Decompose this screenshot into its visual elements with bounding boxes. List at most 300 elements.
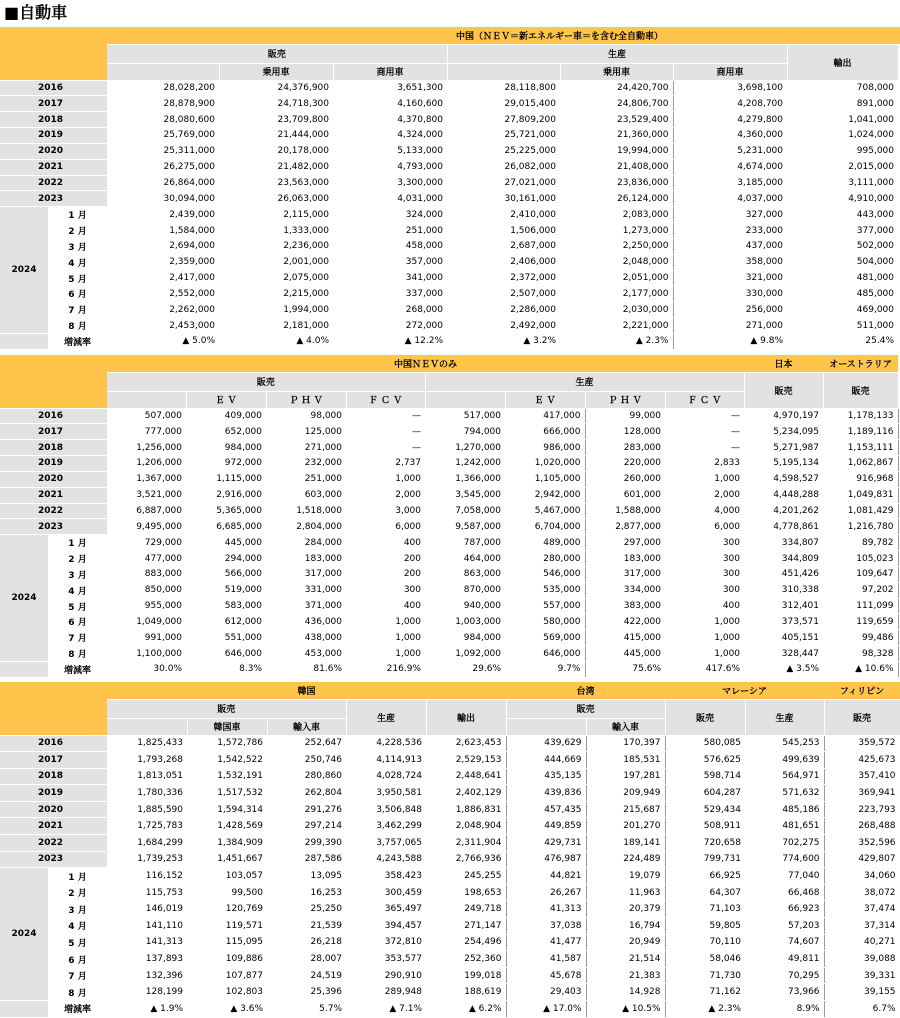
column-header: 台湾 — [506, 682, 665, 699]
table-cell: 98,328 — [823, 646, 898, 662]
table-cell: 312,401 — [744, 598, 823, 614]
table-row — [0, 519, 898, 535]
table-cell: 601,000 — [585, 487, 665, 503]
table-cell: 216.9% — [346, 662, 425, 678]
data-table-1 — [0, 27, 900, 350]
table-cell: 372,810 — [346, 934, 426, 951]
table-cell: 4,208,700 — [673, 96, 787, 112]
table-cell: 2,804,000 — [266, 519, 346, 535]
table-cell: 334,807 — [744, 535, 823, 551]
column-header: 乗用車 — [560, 63, 673, 80]
table-cell: 2,000 — [665, 487, 744, 503]
table-cell: 991,000 — [107, 630, 186, 646]
year-label: 2022 — [0, 835, 107, 852]
table-cell: 200 — [346, 566, 425, 582]
table-cell: 652,000 — [186, 424, 266, 440]
table-cell: 1,216,780 — [823, 519, 898, 535]
table-cell: 3,757,065 — [346, 835, 426, 852]
month-label: 4 月 — [48, 918, 107, 935]
month-label: 5 月 — [48, 934, 107, 951]
table-cell: 98,000 — [266, 408, 346, 424]
year-label: 2016 — [0, 735, 107, 752]
table-cell: 29.6% — [425, 662, 505, 678]
table-cell: 99,500 — [187, 884, 267, 901]
table-cell: 19,994,000 — [560, 143, 673, 159]
year-label: 2019 — [0, 128, 107, 144]
table-cell: 4,360,000 — [673, 128, 787, 144]
column-header: 商用車 — [333, 63, 447, 80]
table-cell: 9,495,000 — [107, 519, 186, 535]
table-row — [0, 270, 900, 286]
table-cell: 439,836 — [506, 785, 586, 802]
table-cell: 729,000 — [107, 535, 186, 551]
table-cell: 6,685,000 — [186, 519, 266, 535]
table-cell: 81.6% — [266, 662, 346, 678]
table-cell: 289,948 — [346, 984, 426, 1001]
table-cell: 7,058,000 — [425, 503, 505, 519]
table-cell: 29,015,400 — [447, 96, 560, 112]
table-cell: 2,687,000 — [447, 238, 560, 254]
table-cell: 324,000 — [333, 207, 447, 223]
table-cell: 3,545,000 — [425, 487, 505, 503]
table-cell: 1,813,051 — [107, 768, 187, 785]
column-header: 販売 — [823, 372, 898, 408]
table-cell: 330,000 — [673, 286, 787, 302]
table-cell: 995,000 — [787, 143, 898, 159]
table-cell: 21,408,000 — [560, 159, 673, 175]
table-cell: — — [665, 440, 744, 456]
table-cell: 44,821 — [506, 868, 586, 885]
table-cell: 499,639 — [745, 752, 824, 769]
table-cell: 469,000 — [787, 302, 898, 318]
table-cell: 260,000 — [585, 471, 665, 487]
table-cell: 485,186 — [745, 801, 824, 818]
table-cell: 870,000 — [425, 582, 505, 598]
table-cell: 331,000 — [266, 582, 346, 598]
year-label: 2017 — [0, 424, 107, 440]
table-cell: 477,000 — [107, 551, 186, 567]
table-row — [0, 487, 898, 503]
table-cell: 25,721,000 — [447, 128, 560, 144]
table-cell: 26,063,000 — [219, 191, 333, 207]
table-cell: 2,177,000 — [560, 286, 673, 302]
table-cell: 294,000 — [186, 551, 266, 567]
table-row — [0, 735, 900, 752]
table-cell: 580,085 — [665, 735, 745, 752]
column-header: 生産 — [447, 44, 787, 63]
table-cell: 415,000 — [585, 630, 665, 646]
table-cell: 23,836,000 — [560, 175, 673, 191]
month-label: 8 月 — [48, 984, 107, 1001]
table-row — [0, 967, 900, 984]
data-table-3 — [0, 682, 900, 1018]
table-cell: ▲ 2.3% — [560, 334, 673, 350]
table-cell: 201,270 — [586, 818, 665, 835]
column-header: 販売 — [107, 44, 447, 63]
year-label: 2021 — [0, 818, 107, 835]
table-cell: ▲ 3.2% — [447, 334, 560, 350]
table-cell: 489,000 — [505, 535, 585, 551]
table-cell: 358,000 — [673, 254, 787, 270]
table-cell: 291,276 — [267, 801, 346, 818]
table-cell: 1,684,299 — [107, 835, 187, 852]
table-cell: ▲ 17.0% — [506, 1001, 586, 1018]
table-cell: 250,746 — [267, 752, 346, 769]
table-cell: 3,521,000 — [107, 487, 186, 503]
table-cell: 271,000 — [673, 318, 787, 334]
table-cell: 105,023 — [823, 551, 898, 567]
table-cell: 4,598,527 — [744, 471, 823, 487]
table-row — [0, 159, 900, 175]
table-cell: 223,793 — [824, 801, 900, 818]
table-cell: 24,718,300 — [219, 96, 333, 112]
table-cell: — — [665, 408, 744, 424]
table-cell: 28,118,800 — [447, 80, 560, 96]
table-cell: 400 — [346, 535, 425, 551]
table-cell: 4,037,000 — [673, 191, 787, 207]
table-cell: 569,000 — [505, 630, 585, 646]
table-cell: 1,594,314 — [187, 801, 267, 818]
table-cell: 1,739,253 — [107, 851, 187, 868]
table-cell: 2,417,000 — [107, 270, 219, 286]
table-cell: 502,000 — [787, 238, 898, 254]
table-cell: 666,000 — [505, 424, 585, 440]
table-cell: 400 — [665, 598, 744, 614]
table-cell: 37,038 — [506, 918, 586, 935]
table-cell: 1,081,429 — [823, 503, 898, 519]
column-header: 韓国 — [107, 682, 506, 699]
table-row — [0, 851, 900, 868]
table-cell: 4,028,724 — [346, 768, 426, 785]
table-row — [0, 128, 900, 144]
month-label: 8 月 — [48, 646, 107, 662]
table-cell: 128,199 — [107, 984, 187, 1001]
table-cell: 25,250 — [267, 901, 346, 918]
table-row — [0, 254, 900, 270]
table-cell: — — [346, 440, 425, 456]
table-cell: 2,448,641 — [426, 768, 506, 785]
table-cell: 14,928 — [586, 984, 665, 1001]
table-cell: 429,731 — [506, 835, 586, 852]
column-header: Ｆ Ｃ Ｖ — [665, 391, 744, 408]
table-row — [0, 818, 900, 835]
table-cell: 220,000 — [585, 456, 665, 472]
table-cell: 256,000 — [673, 302, 787, 318]
table-cell: 39,088 — [824, 951, 900, 968]
table-cell: 517,000 — [425, 408, 505, 424]
table-cell: 481,651 — [745, 818, 824, 835]
table-cell: 26,218 — [267, 934, 346, 951]
table-cell: 2,359,000 — [107, 254, 219, 270]
table-cell: 337,000 — [333, 286, 447, 302]
table-cell: 215,687 — [586, 801, 665, 818]
month-label: 7 月 — [48, 302, 107, 318]
table-cell: 435,135 — [506, 768, 586, 785]
table-cell: 300 — [665, 566, 744, 582]
table-cell: 6,000 — [665, 519, 744, 535]
table-cell: 3,698,100 — [673, 80, 787, 96]
column-header: 生産 — [745, 699, 824, 735]
table-cell: 66,923 — [745, 901, 824, 918]
table-cell: 425,673 — [824, 752, 900, 769]
table-row — [0, 456, 898, 472]
table-cell: 708,000 — [787, 80, 898, 96]
table-cell: 24,420,700 — [560, 80, 673, 96]
table-cell: 777,000 — [107, 424, 186, 440]
table-row — [0, 286, 900, 302]
table-cell: 11,963 — [586, 884, 665, 901]
row-label-spacer — [0, 662, 48, 678]
table-cell: 20,379 — [586, 901, 665, 918]
table-cell: 30,094,000 — [107, 191, 219, 207]
table-cell: 45,678 — [506, 967, 586, 984]
table-cell: 30,161,000 — [447, 191, 560, 207]
table-cell: 5,271,987 — [744, 440, 823, 456]
table-cell: 280,000 — [505, 551, 585, 567]
table-cell: 25,769,000 — [107, 128, 219, 144]
table-cell: 28,080,600 — [107, 112, 219, 128]
table-cell: 511,000 — [787, 318, 898, 334]
table-cell: 29,403 — [506, 984, 586, 1001]
page-title: ■自動車 — [4, 3, 68, 22]
table-cell: 27,809,200 — [447, 112, 560, 128]
table-cell: 59,805 — [665, 918, 745, 935]
table-cell: 2,410,000 — [447, 207, 560, 223]
table-cell: 41,587 — [506, 951, 586, 968]
year-label: 2023 — [0, 191, 107, 207]
column-header: 韓国車 — [187, 718, 267, 735]
table-cell: 71,162 — [665, 984, 745, 1001]
table-row — [0, 112, 900, 128]
month-label: 4 月 — [48, 582, 107, 598]
row-label-spacer — [0, 334, 48, 350]
table-cell: 566,000 — [186, 566, 266, 582]
table-row — [0, 951, 900, 968]
table-cell: 6,887,000 — [107, 503, 186, 519]
table-cell: 535,000 — [505, 582, 585, 598]
year-label: 2020 — [0, 471, 107, 487]
table-cell: 125,000 — [266, 424, 346, 440]
table-cell: ▲ 7.1% — [346, 1001, 426, 1018]
header-cell — [48, 27, 107, 80]
table-cell: 25.4% — [787, 334, 898, 350]
table-cell: 9.7% — [505, 662, 585, 678]
table-cell: 3,651,300 — [333, 80, 447, 96]
table-cell: 1,333,000 — [219, 223, 333, 239]
month-label: 3 月 — [48, 238, 107, 254]
table-cell: 359,572 — [824, 735, 900, 752]
table-cell: 2,737 — [346, 456, 425, 472]
table-cell: 1,000 — [665, 471, 744, 487]
table-cell: 119,659 — [823, 614, 898, 630]
table-cell: 5,467,000 — [505, 503, 585, 519]
table-cell: 353,577 — [346, 951, 426, 968]
table-cell: 23,563,000 — [219, 175, 333, 191]
table-cell: 1,100,000 — [107, 646, 186, 662]
table-cell: 1,020,000 — [505, 456, 585, 472]
table-cell: 4,160,600 — [333, 96, 447, 112]
table-cell: 2,083,000 — [560, 207, 673, 223]
table-cell: 453,000 — [266, 646, 346, 662]
table-cell: 457,435 — [506, 801, 586, 818]
year-label: 2018 — [0, 112, 107, 128]
table-cell: 371,000 — [266, 598, 346, 614]
year-label: 2017 — [0, 96, 107, 112]
table-cell: 146,019 — [107, 901, 187, 918]
table-cell: 224,489 — [586, 851, 665, 868]
table-cell: 21,444,000 — [219, 128, 333, 144]
table-cell: 200 — [346, 551, 425, 567]
table-cell: 377,000 — [787, 223, 898, 239]
table-cell: 344,809 — [744, 551, 823, 567]
table-cell: 2,492,000 — [447, 318, 560, 334]
table-cell: 317,000 — [585, 566, 665, 582]
column-header: オーストラリア — [823, 355, 898, 372]
table-cell: 26,082,000 — [447, 159, 560, 175]
month-label: 4 月 — [48, 254, 107, 270]
table-cell: 300 — [665, 551, 744, 567]
rate-row — [0, 1001, 900, 1018]
table-cell: 25,311,000 — [107, 143, 219, 159]
table-cell: 369,941 — [824, 785, 900, 802]
table-cell: 71,730 — [665, 967, 745, 984]
table-cell: 245,255 — [426, 868, 506, 885]
table-cell: 26,275,000 — [107, 159, 219, 175]
table-cell: 232,000 — [266, 456, 346, 472]
table-cell: 417.6% — [665, 662, 744, 678]
year-label: 2017 — [0, 752, 107, 769]
table-cell: 2,030,000 — [560, 302, 673, 318]
table-cell: 4,793,000 — [333, 159, 447, 175]
table-cell: 2,529,153 — [426, 752, 506, 769]
table-cell: 1,793,268 — [107, 752, 187, 769]
table-cell: 422,000 — [585, 614, 665, 630]
table-cell: 20,178,000 — [219, 143, 333, 159]
table-cell: 300 — [665, 582, 744, 598]
table-cell: 2,181,000 — [219, 318, 333, 334]
table-cell: 394,457 — [346, 918, 426, 935]
table-cell: 334,000 — [585, 582, 665, 598]
year-label: 2023 — [0, 519, 107, 535]
table-cell: 13,095 — [267, 868, 346, 885]
table-row — [0, 318, 900, 334]
column-header: 商用車 — [673, 63, 787, 80]
table-cell: 24,376,900 — [219, 80, 333, 96]
table-cell: 300,459 — [346, 884, 426, 901]
table-cell: 75.6% — [585, 662, 665, 678]
header-cell — [48, 355, 107, 408]
table-cell: 1,178,133 — [823, 408, 898, 424]
table-cell: 3,462,299 — [346, 818, 426, 835]
table-cell: 646,000 — [505, 646, 585, 662]
table-cell: 373,571 — [744, 614, 823, 630]
table-cell: ▲ 10.5% — [586, 1001, 665, 1018]
column-header: 生産 — [425, 372, 744, 391]
table-cell: 972,000 — [186, 456, 266, 472]
table-cell: 28,878,900 — [107, 96, 219, 112]
table-cell: 1,206,000 — [107, 456, 186, 472]
table-cell: 271,000 — [266, 440, 346, 456]
table-cell: 787,000 — [425, 535, 505, 551]
table-cell: 437,000 — [673, 238, 787, 254]
table-cell: 1,384,909 — [187, 835, 267, 852]
table-cell: 365,497 — [346, 901, 426, 918]
table-cell: 6.7% — [824, 1001, 900, 1018]
table-cell: 1,000 — [346, 646, 425, 662]
table-cell: 39,155 — [824, 984, 900, 1001]
column-header: 販売 — [107, 699, 346, 718]
table-cell: 4,970,197 — [744, 408, 823, 424]
table-cell: 97,202 — [823, 582, 898, 598]
table-cell: 409,000 — [186, 408, 266, 424]
table-cell: 25,396 — [267, 984, 346, 1001]
year-label: 2024 — [0, 535, 48, 662]
table-cell: ▲ 10.6% — [823, 662, 898, 678]
table-cell: 5,133,000 — [333, 143, 447, 159]
table-cell: 252,647 — [267, 735, 346, 752]
table-cell: 1,780,336 — [107, 785, 187, 802]
table-cell: 3,506,848 — [346, 801, 426, 818]
table-row — [0, 191, 900, 207]
table-cell: 8.9% — [745, 1001, 824, 1018]
column-header: 輸入車 — [586, 718, 665, 735]
table-cell: 940,000 — [425, 598, 505, 614]
table-cell: 2,552,000 — [107, 286, 219, 302]
table-cell: 2,507,000 — [447, 286, 560, 302]
table-cell: 188,619 — [426, 984, 506, 1001]
table-cell: 4,201,262 — [744, 503, 823, 519]
table-cell: 183,000 — [266, 551, 346, 567]
table-cell: 2,048,904 — [426, 818, 506, 835]
table-cell: 49,811 — [745, 951, 824, 968]
table-cell: 1,049,000 — [107, 614, 186, 630]
table-cell: 3,300,000 — [333, 175, 447, 191]
header-cell — [0, 27, 48, 80]
table-cell: 4,370,800 — [333, 112, 447, 128]
month-label: 6 月 — [48, 286, 107, 302]
table-cell: 984,000 — [186, 440, 266, 456]
table-cell: 955,000 — [107, 598, 186, 614]
table-cell: 1,003,000 — [425, 614, 505, 630]
table-cell: 508,911 — [665, 818, 745, 835]
table-cell: 19,079 — [586, 868, 665, 885]
table-row — [0, 143, 900, 159]
table-cell: 1,518,000 — [266, 503, 346, 519]
table-cell: 170,397 — [586, 735, 665, 752]
table-cell: 40,271 — [824, 934, 900, 951]
table-cell: 341,000 — [333, 270, 447, 286]
table-cell: 209,949 — [586, 785, 665, 802]
table-cell: 37,314 — [824, 918, 900, 935]
table-row — [0, 566, 898, 582]
table-cell: 89,782 — [823, 535, 898, 551]
table-cell: 132,396 — [107, 967, 187, 984]
column-header: 日本 — [744, 355, 823, 372]
table-cell: 20,949 — [586, 934, 665, 951]
table-cell: 268,488 — [824, 818, 900, 835]
table-cell: 26,267 — [506, 884, 586, 901]
table-cell: 268,000 — [333, 302, 447, 318]
table-cell: ▲ 5.0% — [107, 334, 219, 350]
table-row — [0, 934, 900, 951]
table-cell: 1,584,000 — [107, 223, 219, 239]
year-label: 2021 — [0, 487, 107, 503]
table-cell: 6,000 — [346, 519, 425, 535]
table-cell: 321,000 — [673, 270, 787, 286]
table-row — [0, 614, 898, 630]
table-cell: 1,542,522 — [187, 752, 267, 769]
table-cell: 1,366,000 — [425, 471, 505, 487]
